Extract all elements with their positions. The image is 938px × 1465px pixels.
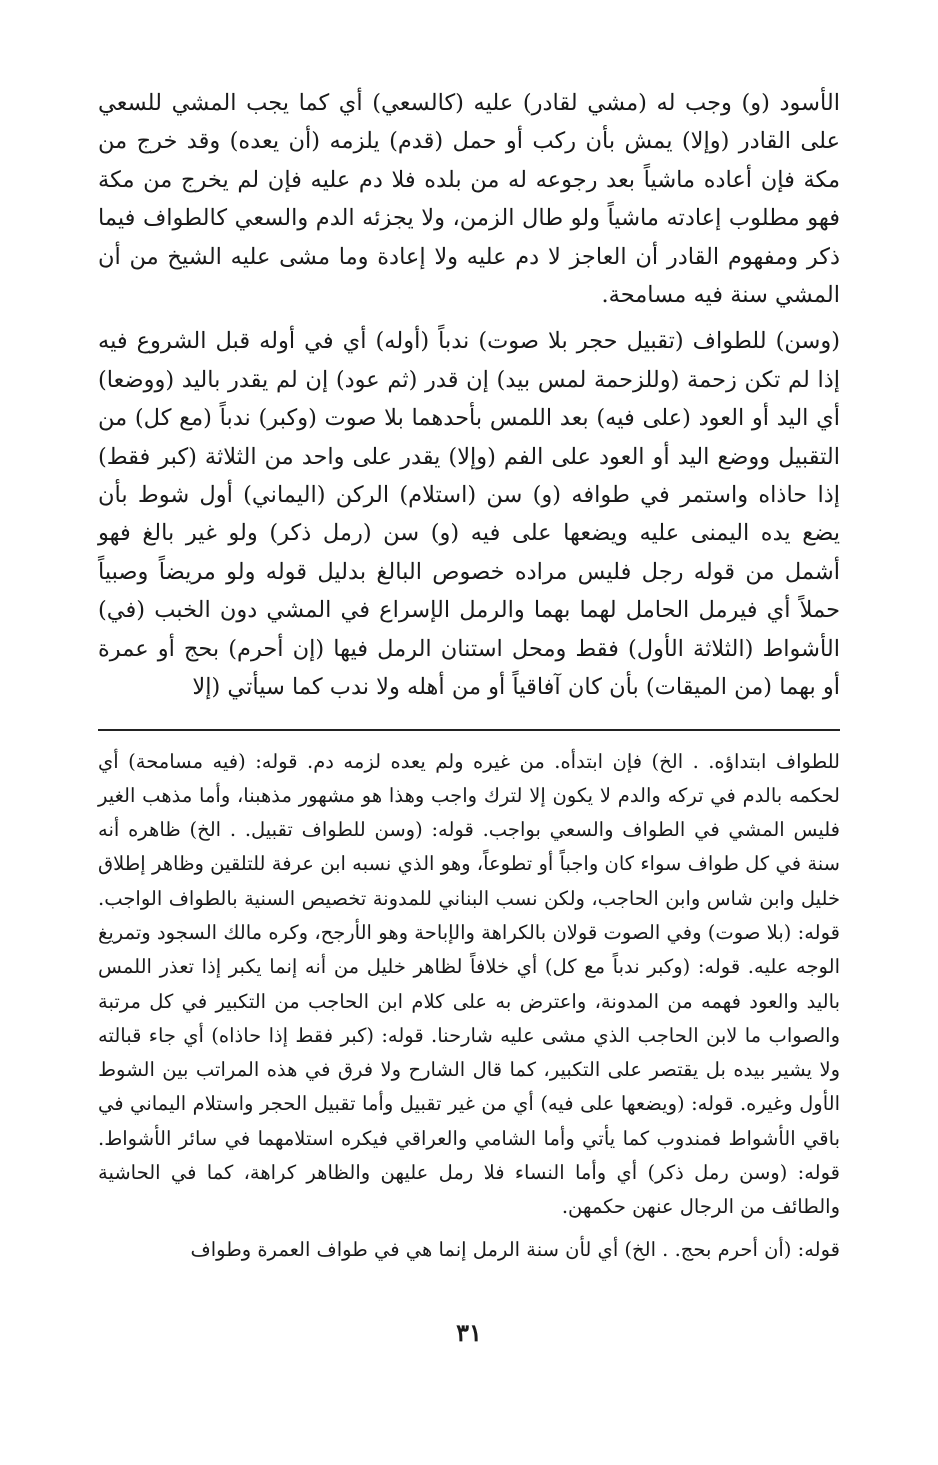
page-number: ٣١ xyxy=(456,1318,482,1347)
footnote-paragraph-2: قوله: (أن أحرم بحج. . الخ) أي لأن سنة الرمل إنما هي في طواف العمرة وطواف xyxy=(190,1237,840,1261)
footnote-separator xyxy=(98,729,840,731)
footnote-paragraph-1: للطواف ابتداؤه. . الخ) فإن ابتدأه. من غيره ولم يعده لزمه دم. قوله: (فيه مسامحة) أي لحكمه بالدم في تركه والدم لا يكون إلا لترك واجب وهذا هو مشهور مذهبنا، وأما مذهب الغير فليس المشي في الطواف والسعي بواجب. قوله: (وسن للطواف تقبيل. . الخ) ظاهره أنه سنة في كل طواف سواء كان واجباً أو تطوعاً، وهو الذي نسبه ابن عرفة للتلقين وظاهر إطلاق خليل وابن شاس وابن الحاجب، ولكن نسب البناني للمدونة تخصيص السنية بالطواف الواجب. قوله: (بلا صوت) وفي الصوت قولان بالكراهة والإباحة وهو الأرجح، وكره مالك السجود وتمريغ الوجه عليه. قوله: (وكبر ندباً مع كل) أي خلافاً لظاهر خليل من أنه إنما يكبر إذا تعذر اللمس باليد والعود فهمه من المدونة، واعترض به على كلام ابن الحاجب من التكبير في كل مرتبة والصواب ما لابن الحاجب الذي مشى عليه شارحنا. قوله: (كبر فقط إذا حاذاه) أي جاء قبالته ولا يشير بيده بل يقتصر على التكبير، كما قال الشارح ولا فرق في هذه المراتب بين الشوط الأول وغيره. قوله: (ويضعها على فيه) أي من غير تقبيل وأما تقبيل الحجر واستلام اليماني في باقي الأشواط فمندوب كما يأتي وأما الشامي والعراقي فيكره استلامهما في سائر الأشواط. قوله: (وسن رمل ذكر) أي وأما النساء فلا رمل عليهن والظاهر كراهة، كما في الحاشية والطائف من الرجال عنهن حكمهن. xyxy=(98,749,840,1219)
main-text xyxy=(98,84,840,707)
main-paragraph-2: (وسن) للطواف (تقبيل حجر بلا صوت) ندباً (أوله) أي في أوله قبل الشروع فيه إذا لم تكن زحمة (وللزحمة لمس بيد) إن قدر (ثم عود) إن لم يقدر باليد (ووضعا) أي اليد أو العود (على فيه) بعد اللمس بأحدهما بلا صوت (وكبر) ندباً (مع كل) من التقبيل ووضع اليد أو العود على الفم (وإلا) يقدر على واحد من الثلاثة (كبر فقط) إذا حاذاه واستمر في طوافه (و) سن (استلام) الركن (اليماني) أول شوط بأن يضع يده اليمنى عليه ويضعها على فيه (و) سن (رمل ذكر) ولو غير بالغ فهو أشمل من قوله رجل فليس مراده خصوص البالغ بدليل قوله ولو مريضاً وصبياً حملاً أي فيرمل الحامل لهما بهما والرمل الإسراع في المشي دون الخبب (في) الأشواط (الثلاثة الأول) فقط ومحل استنان الرمل فيها (إن أحرم) بحج أو عمرة أو بهما (من الميقات) بأن كان آفاقياً أو من أهله ولا ندب كما سيأتي (إلا xyxy=(98,328,840,701)
footnotes xyxy=(98,745,840,1267)
main-paragraph-1: الأسود (و) وجب له (مشي لقادر) عليه (كالسعي) أي كما يجب المشي للسعي على القادر (وإلا) يمش بأن ركب أو حمل (قدم) يلزمه (أن يعده) وقد خرج من مكة فإن أعاده ماشياً بعد رجوعه له من بلده فلا دم عليه فإن لم يخرج من مكة فهو مطلوب إعادته ماشياً ولو طال الزمن، ولا يجزئه الدم والسعي كالطواف فيما ذكر ومفهوم القادر أن العاجز لا دم عليه ولا إعادة وما مشى عليه الشيخ من أن المشي سنة فيه مسامحة. xyxy=(98,90,840,309)
